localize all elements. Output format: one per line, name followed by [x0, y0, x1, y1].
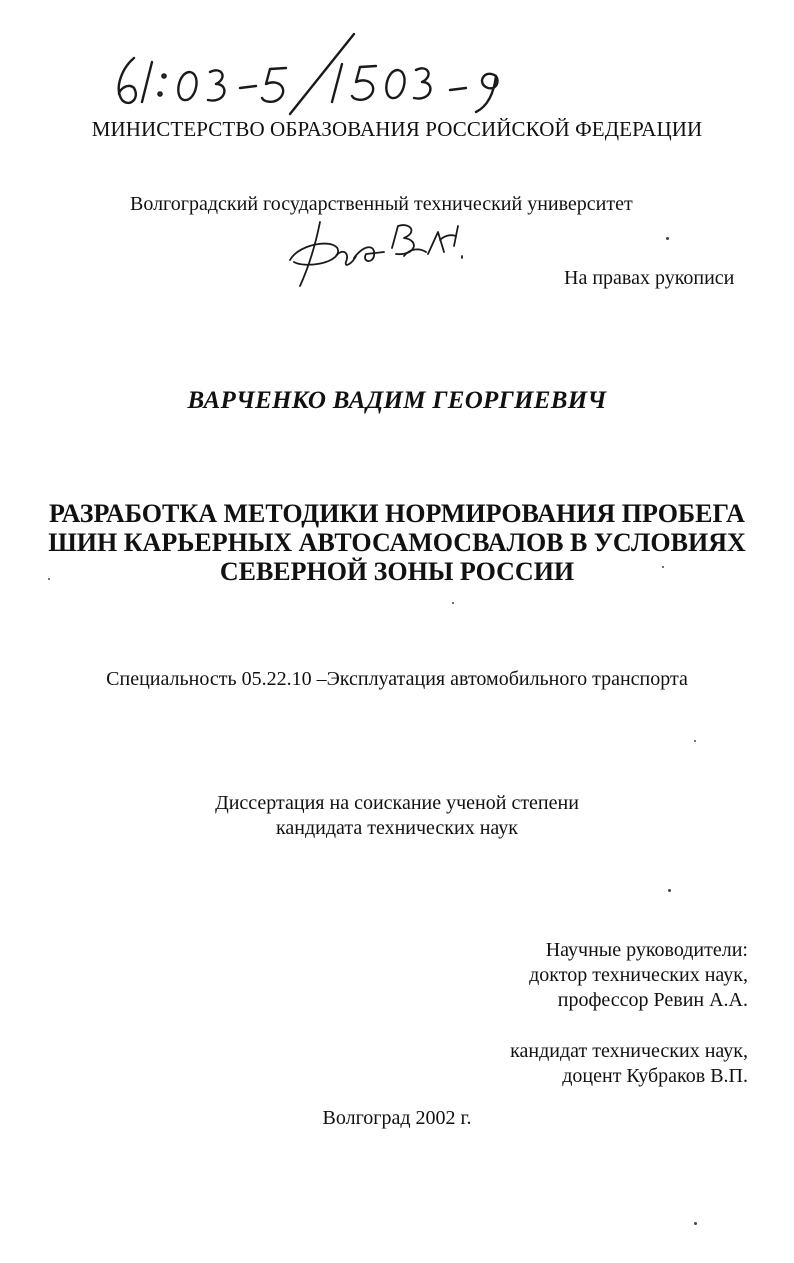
scan-speck	[694, 1222, 697, 1225]
university-name: Волгоградский государственный технический университет	[130, 193, 633, 215]
title-line: СЕВЕРНОЙ ЗОНЫ РОССИИ	[219, 557, 575, 586]
degree-statement	[0, 791, 794, 841]
scan-speck	[666, 237, 669, 240]
scan-speck	[668, 889, 671, 892]
title-line: РАЗРАБОТКА МЕТОДИКИ НОРМИРОВАНИЯ ПРОБЕГА	[49, 499, 745, 528]
scan-speck	[48, 578, 50, 580]
author-name: ВАРЧЕНКО ВАДИМ ГЕОРГИЕВИЧ	[187, 387, 607, 414]
city-year: Волгоград 2002 г.	[322, 1107, 472, 1129]
ministry-heading: МИНИСТЕРСТВО ОБРАЗОВАНИЯ РОССИЙСКОЙ ФЕДЕРАЦИИ	[91, 117, 703, 141]
degree-line: кандидата технических наук	[275, 817, 519, 839]
dissertation-title	[0, 499, 794, 586]
supervisors-heading: Научные руководители:	[545, 939, 748, 961]
supervisor-degree: кандидат технических наук,	[510, 1040, 748, 1062]
scan-speck	[694, 740, 696, 742]
supervisor-degree: доктор технических наук,	[529, 964, 748, 986]
supervisor-name: профессор Ревин А.А.	[557, 989, 748, 1011]
speciality-line: Специальность 05.22.10 –Эксплуатация автомобильного транспорта	[106, 668, 688, 690]
scan-speck	[662, 566, 664, 568]
handwritten-signature	[280, 212, 480, 292]
handwritten-archive-number	[104, 28, 524, 118]
title-line: ШИН КАРЬЕРНЫХ АВТОСАМОСВАЛОВ В УСЛОВИЯХ	[48, 528, 746, 557]
degree-line: Диссертация на соискание ученой степени	[215, 792, 579, 814]
supervisor-name: доцент Кубраков В.П.	[562, 1065, 748, 1087]
manuscript-rights-note: На правах рукописи	[564, 267, 735, 289]
scan-speck	[452, 602, 454, 604]
supervisors-block	[510, 938, 748, 1089]
spacer	[510, 1013, 748, 1039]
